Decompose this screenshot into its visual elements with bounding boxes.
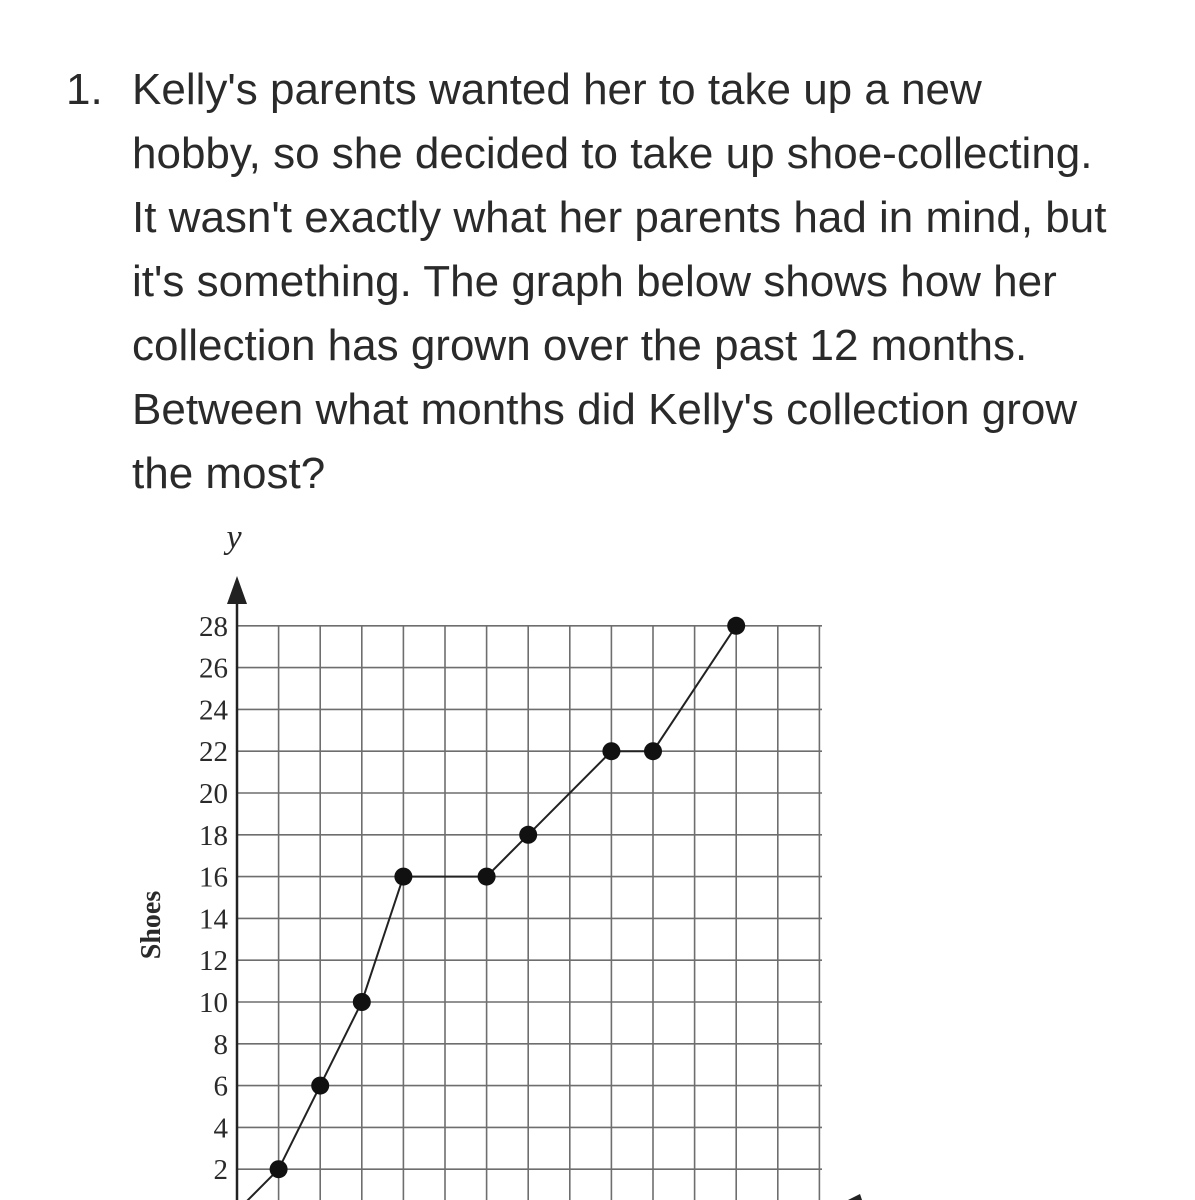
y-tick-label: 10 — [199, 987, 228, 1019]
x-axis-arrow-icon — [848, 1194, 862, 1200]
y-tick-label: 28 — [199, 610, 228, 643]
question-line: it's something. The graph below shows how her — [132, 257, 1057, 306]
y-tick-label: 8 — [213, 1028, 228, 1061]
data-point — [727, 617, 745, 635]
data-point — [519, 826, 537, 844]
question-line: Kelly's parents wanted her to take up a new — [132, 65, 982, 114]
grid — [237, 626, 822, 1200]
axes — [136, 519, 862, 1200]
series-line — [279, 626, 737, 1169]
y-tick-label: 16 — [199, 861, 228, 894]
y-tick-label: 4 — [213, 1112, 228, 1145]
y-axis-letter: y — [226, 519, 242, 556]
y-tick-label: 6 — [213, 1070, 228, 1103]
y-axis-title: Shoes — [136, 890, 167, 960]
y-tick-label: 18 — [199, 819, 228, 852]
y-tick-label: 24 — [199, 694, 228, 727]
y-tick-label: 22 — [199, 736, 228, 769]
y-tick-label: 20 — [199, 778, 228, 810]
question-line: It wasn't exactly what her parents had in mind, but — [132, 193, 1107, 242]
data-point — [270, 1160, 288, 1178]
y-tick-label: 14 — [199, 903, 228, 936]
y-tick-labels — [199, 611, 229, 1186]
data-series — [237, 617, 745, 1200]
y-tick-label: 12 — [199, 945, 228, 978]
data-point — [353, 993, 371, 1011]
question-line: hobby, so she decided to take up shoe-collecting. — [132, 129, 1093, 178]
question-line: the most? — [132, 449, 326, 498]
question-line: collection has grown over the past 12 months. — [132, 321, 1028, 370]
y-axis-arrow-icon — [227, 576, 247, 604]
y-tick-label: 26 — [199, 652, 228, 685]
question-number: 1. — [66, 65, 103, 114]
data-point — [644, 742, 662, 760]
question-line: Between what months did Kelly's collection grow — [132, 385, 1078, 434]
data-point — [478, 868, 496, 886]
y-tick-label: 2 — [213, 1154, 228, 1187]
data-point — [602, 742, 620, 760]
data-point — [311, 1077, 329, 1095]
data-point — [394, 868, 412, 886]
